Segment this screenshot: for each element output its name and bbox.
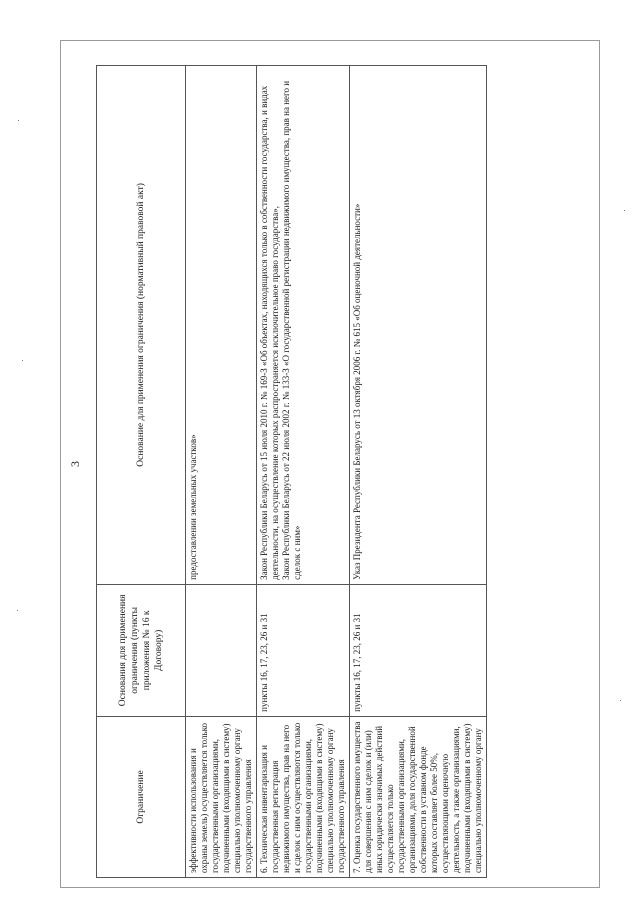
table-row: [186, 66, 257, 878]
table-row: [257, 66, 350, 878]
points-cell: [186, 584, 257, 716]
rotated-page: [60, 40, 600, 888]
legal-basis-cell: предоставлении земельных участков»: [186, 66, 257, 585]
legal-basis-cell: Закон Республики Беларусь от 15 июля 2010 г. № 169-З «Об объектах, находящихся только в собственности государства, и видах деятельности, на осуществление которых распространяется исключительное право государства», Закон Республики Беларусь от 22 июля 2002 г. № 133-З «О государственной регистрации недвижимого имущества, прав на него и сделок с ним»: [257, 66, 350, 585]
restriction-cell: 6. Техническая инвентаризация и государственная регистрация недвижимого имущества, прав на него и сделок с ним осуществляются только государственными организациями, подчиненными (входящими в систему) специально уполномоченному органу государственного управления: [257, 716, 350, 877]
points-cell: пункты 16, 17, 23, 26 и 31: [257, 584, 350, 716]
header-points: Основания для применения ограничения (пункты приложения № 16 к Договору): [97, 584, 186, 716]
points-cell: пункты 16, 17, 23, 26 и 31: [350, 584, 487, 716]
restriction-cell: 7. Оценка государственного имущества для совершения с ним сделок и (или) иных юридически значимых действий осуществляется только государственными организациями, организациями, доля государственной собственности в уставном фонде которых составляет более 50%, осуществляющими оценочную деятельность, а также организациями, подчиненными (входящими в систему) специально уполномоченному органу: [350, 716, 487, 877]
page-number: 3: [68, 461, 82, 467]
restrictions-table: [96, 65, 487, 878]
table-header-row: [97, 66, 186, 878]
restriction-cell: эффективности использования и охраны земель) осуществляется только государственными организациями, подчиненными (входящими в систему) специально уполномоченному органу государственного управления: [186, 716, 257, 877]
header-legal-basis: Основание для применения ограничения (нормативный правовой акт): [97, 66, 186, 585]
table-row: [350, 66, 487, 878]
header-restriction: Ограничение: [97, 716, 186, 877]
legal-basis-cell: Указ Президента Республики Беларусь от 13 октября 2006 г. № 615 «Об оценочной деятельности»: [350, 66, 487, 585]
